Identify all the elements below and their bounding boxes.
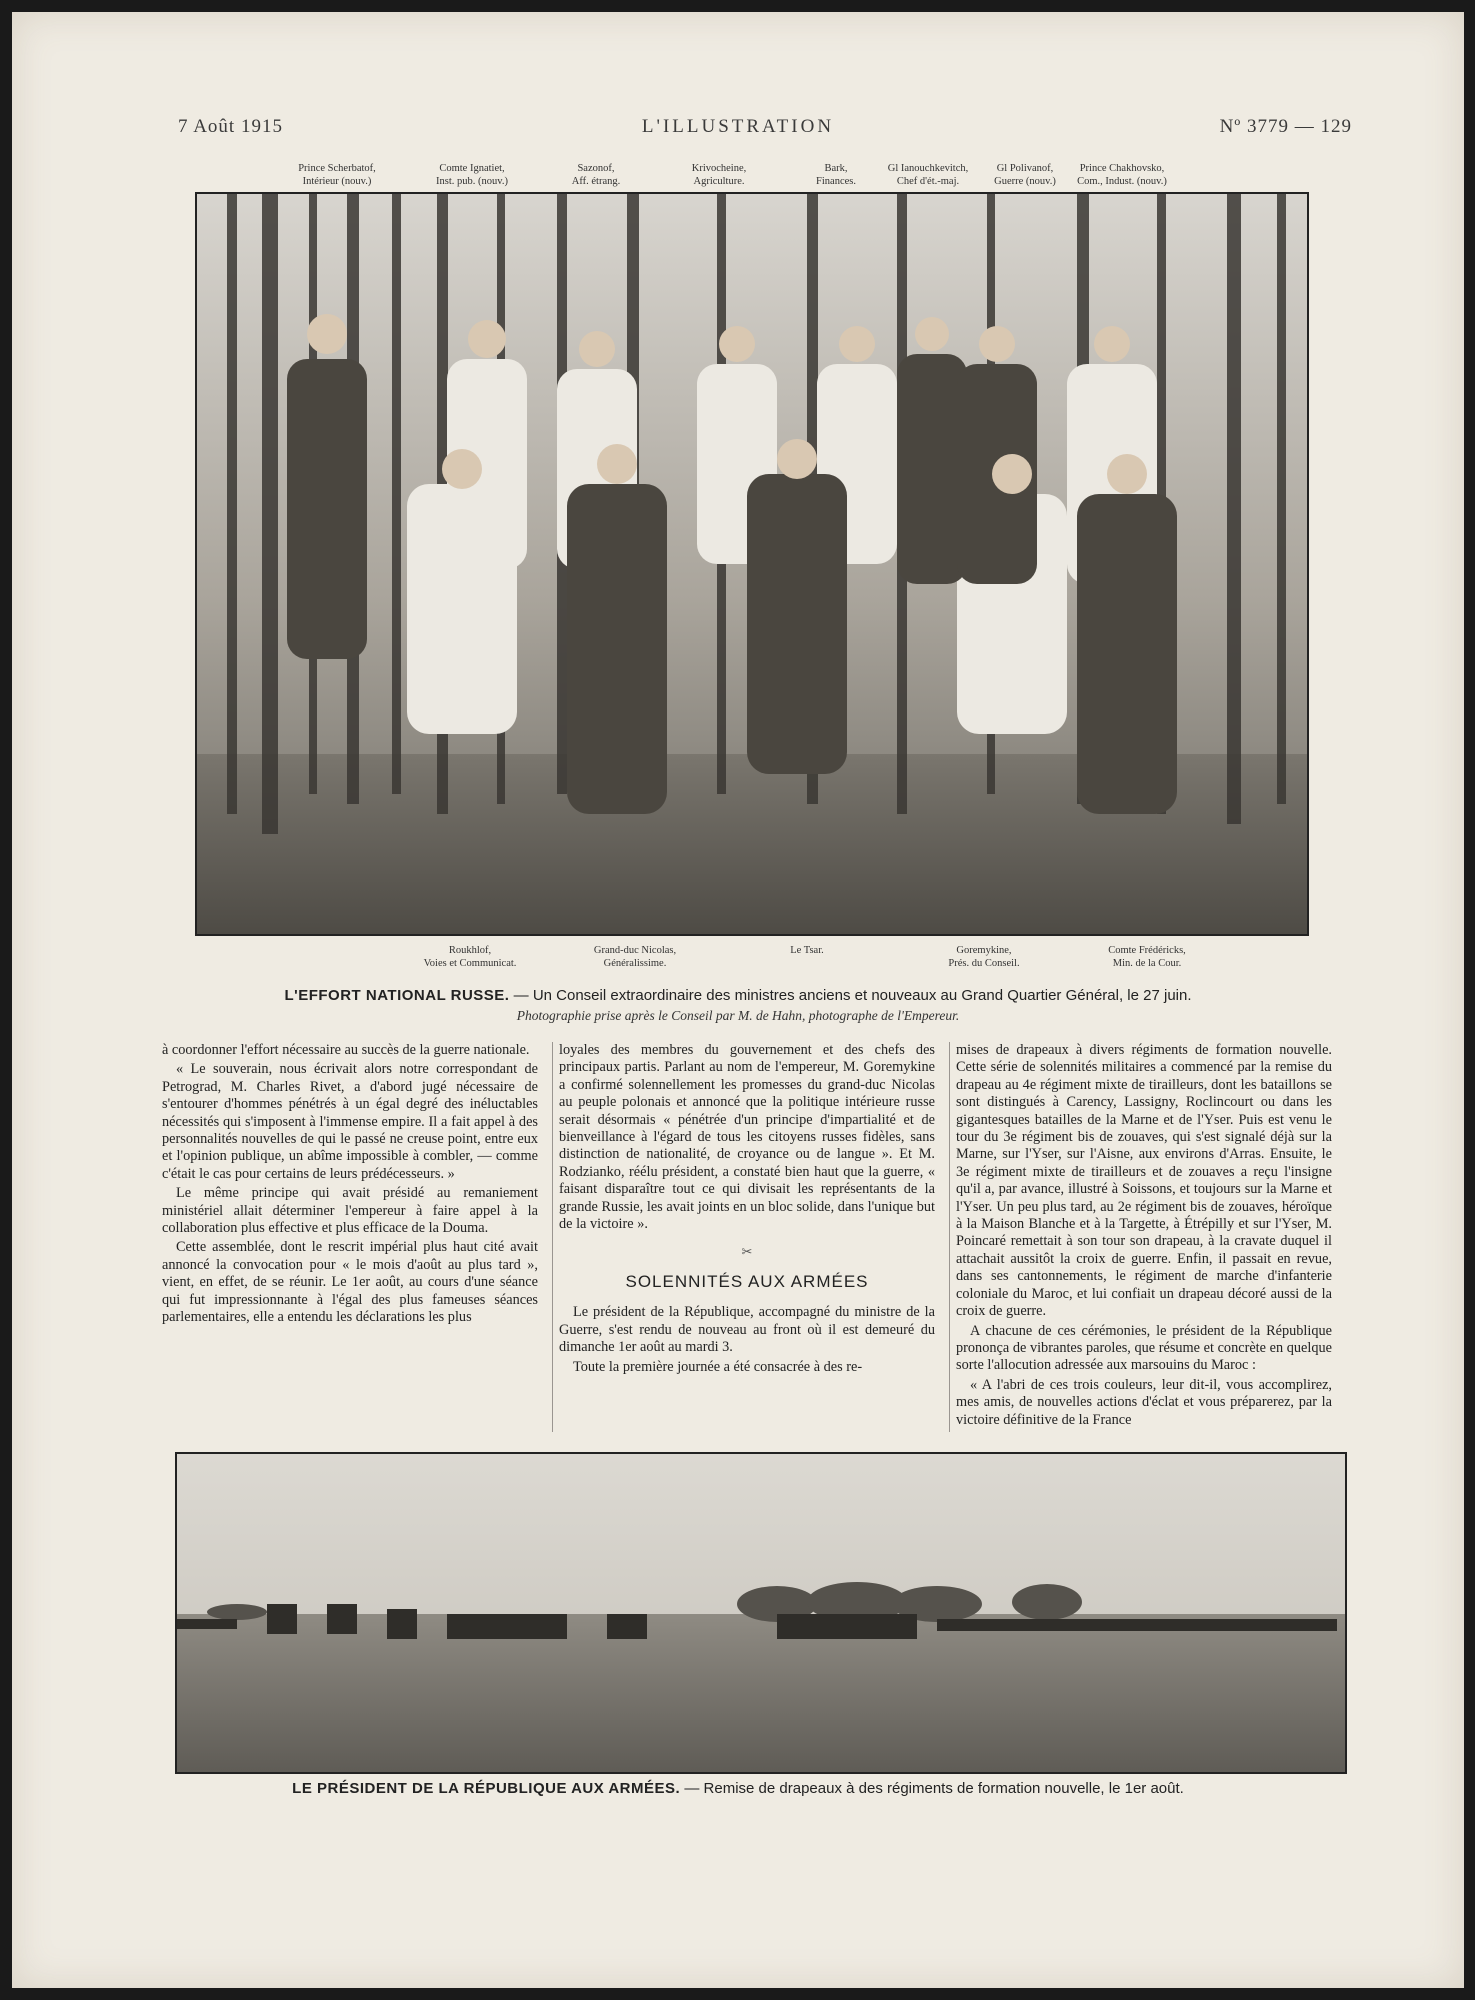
paragraph: « A l'abri de ces trois couleurs, leur dit-il, vous accomplirez, mes amis, de nouvelles actions d'éclat et vous préparerez, par la victoire définitive de la France	[956, 1376, 1332, 1428]
ministers-group-photo	[195, 192, 1309, 936]
column-rule	[949, 1042, 950, 1432]
paragraph: Cette assemblée, dont le rescrit impérial plus haut cité avait annoncé la convocation pour « le mois d'août au plus tard », vient, en effet, de se réunir. Le 1er août, au cours d'une séance qui fut impressionnante à l'égal des plus fameuses séances parlementaires, elle a entendu les déclarations les plus	[162, 1239, 538, 1326]
section-heading: SOLENNITÉS AUX ARMÉES	[625, 1271, 869, 1291]
name-label: Krivocheine, Agriculture.	[691, 163, 747, 187]
name-label: Le Tsar.	[790, 945, 824, 956]
name-label: Roukhlof, Voies et Communicat.	[423, 945, 517, 969]
masthead: L'ILLUSTRATION	[641, 116, 835, 137]
paragraph: loyales des membres du gouvernement et des chefs des principaux partis. Parlant au nom de l'empereur, M. Goremykine a confirmé solennellement les promesses du grand-duc Nicolas au peuple polonais et annoncé que la politique intérieure russe serait désormais « pénétrée d'un principe d'impartialité et de bienveillance à l'égard de tous les citoyens russes fidèles, sans distinction de nationalité, de croyance ou de langue ». Et M. Rodzianko, réélu président, a constaté bien haut que la guerre, « faisant disparaître tout ce qui divisait les représentants de la grande Russie, les avait joints en un bloc solide, dans l'unique but de la victoire ».	[559, 1042, 935, 1233]
column-rule	[552, 1042, 553, 1432]
name-label: Comte Frédéricks, Min. de la Cour.	[1108, 945, 1186, 969]
photo-caption-2	[12, 1780, 1464, 1797]
name-label: Goremykine, Prés. du Conseil.	[948, 945, 1020, 969]
caption-text: — Remise de drapeaux à des régiments de formation nouvelle, le 1er août.	[684, 1780, 1184, 1797]
name-label: Gl Polivanof, Guerre (nouv.)	[994, 163, 1056, 187]
section-ornament: ✂	[741, 1244, 753, 1260]
paragraph: A chacune de ces cérémonies, le président de la République prononça de vibrantes paroles, que résume et concrète en quelque sorte l'allocution adressée aux marsouins du Maroc :	[956, 1322, 1332, 1374]
paragraph: Le même principe qui avait présidé au remaniement ministériel allait déterminer l'empereur à faire appel à la collaboration plus effective et plus efficace de la Douma.	[162, 1185, 538, 1237]
name-label: Sazonof, Aff. étrang.	[571, 163, 621, 187]
photo-caption-1	[12, 987, 1464, 1004]
name-label: Grand-duc Nicolas, Généralissime.	[593, 945, 677, 969]
name-label: Prince Scherbatof, Intérieur (nouv.)	[298, 163, 376, 187]
caption-text: — Un Conseil extraordinaire des ministres anciens et nouveaux au Grand Quartier Général, le 27 juin.	[513, 987, 1192, 1004]
paragraph: Le président de la République, accompagné du ministre de la Guerre, s'est rendu de nouveau au front où il est demeuré du dimanche 1er août au mardi 3.	[559, 1304, 935, 1356]
article-column-1	[162, 1042, 538, 1329]
paragraph: Toute la première journée a été consacrée à des re-	[573, 1358, 863, 1375]
name-label: Comte Ignatiet, Inst. pub. (nouv.)	[436, 163, 508, 187]
magazine-page	[12, 12, 1464, 1988]
issue-number: Nº 3779 — 129	[1219, 116, 1352, 137]
paragraph: « Le souverain, nous écrivait alors notre correspondant de Petrograd, M. Charles Rivet, a d'abord jugé nécessaire de s'entourer d'hommes pénétrés à un égal degré des inéluctables nécessités qui s'imposent à l'immense empire. Il a fait appel à des personnalités nouvelles de qui le passé ne creuse point, entre eux et l'opinion publique, un abîme impossible à combler, — comme c'était le cas pour certains de leurs prédécesseurs. »	[162, 1061, 538, 1182]
paragraph: à coordonner l'effort nécessaire au succès de la guerre nationale.	[162, 1042, 530, 1058]
name-label: Prince Chakhovsko, Com., Indust. (nouv.)	[1077, 163, 1167, 187]
name-label: Gl Ianouchkevitch, Chef d'ét.-maj.	[887, 163, 969, 187]
article-column-2	[559, 1042, 935, 1378]
article-column-3	[956, 1042, 1332, 1431]
name-label: Bark, Finances.	[816, 163, 856, 187]
issue-date: 7 Août 1915	[178, 116, 283, 137]
photo-credit: Photographie prise après le Conseil par M. de Hahn, photographe de l'Empereur.	[516, 1008, 960, 1023]
paragraph: mises de drapeaux à divers régiments de formation nouvelle. Cette série de solennités militaires a commencé par la remise du drapeau au 4e régiment mixte de tirailleurs, dont les bataillons se sont distingués à Carency, Lassigny, Roclincourt ou dans les gigantesques batailles de la Marne et de l'Yser. Puis est venu le tour du 3e régiment bis de zouaves, qui s'est signalé déjà sur la Marne, sur l'Yser, sur l'Aisne, aux environs d'Arras. Ensuite, le 3e régiment mixte de tirailleurs et de zouaves a reçu l'insigne qu'il a, par avance, illustré à Soissons, et toujours sur la Marne et l'Yser. Un peu plus tard, au 2e régiment bis de zouaves, héroïque à la Maison Blanche et à la Targette, à Étrépilly et sur l'Yser, M. Poincaré remettait à son tour son drapeau, à la cravate duquel il attachait aussitôt la croix de guerre. Enfin, il passait en revue, dans ses cantonnements, le régiment de marche d'infanterie coloniale du Maroc, et lui confiait un drapeau décoré aussi de la croix de guerre.	[956, 1042, 1332, 1320]
caption-title: LE PRÉSIDENT DE LA RÉPUBLIQUE AUX ARMÉES.	[292, 1780, 681, 1797]
caption-title: L'EFFORT NATIONAL RUSSE.	[284, 987, 510, 1004]
review-ceremony-photo	[175, 1452, 1347, 1774]
